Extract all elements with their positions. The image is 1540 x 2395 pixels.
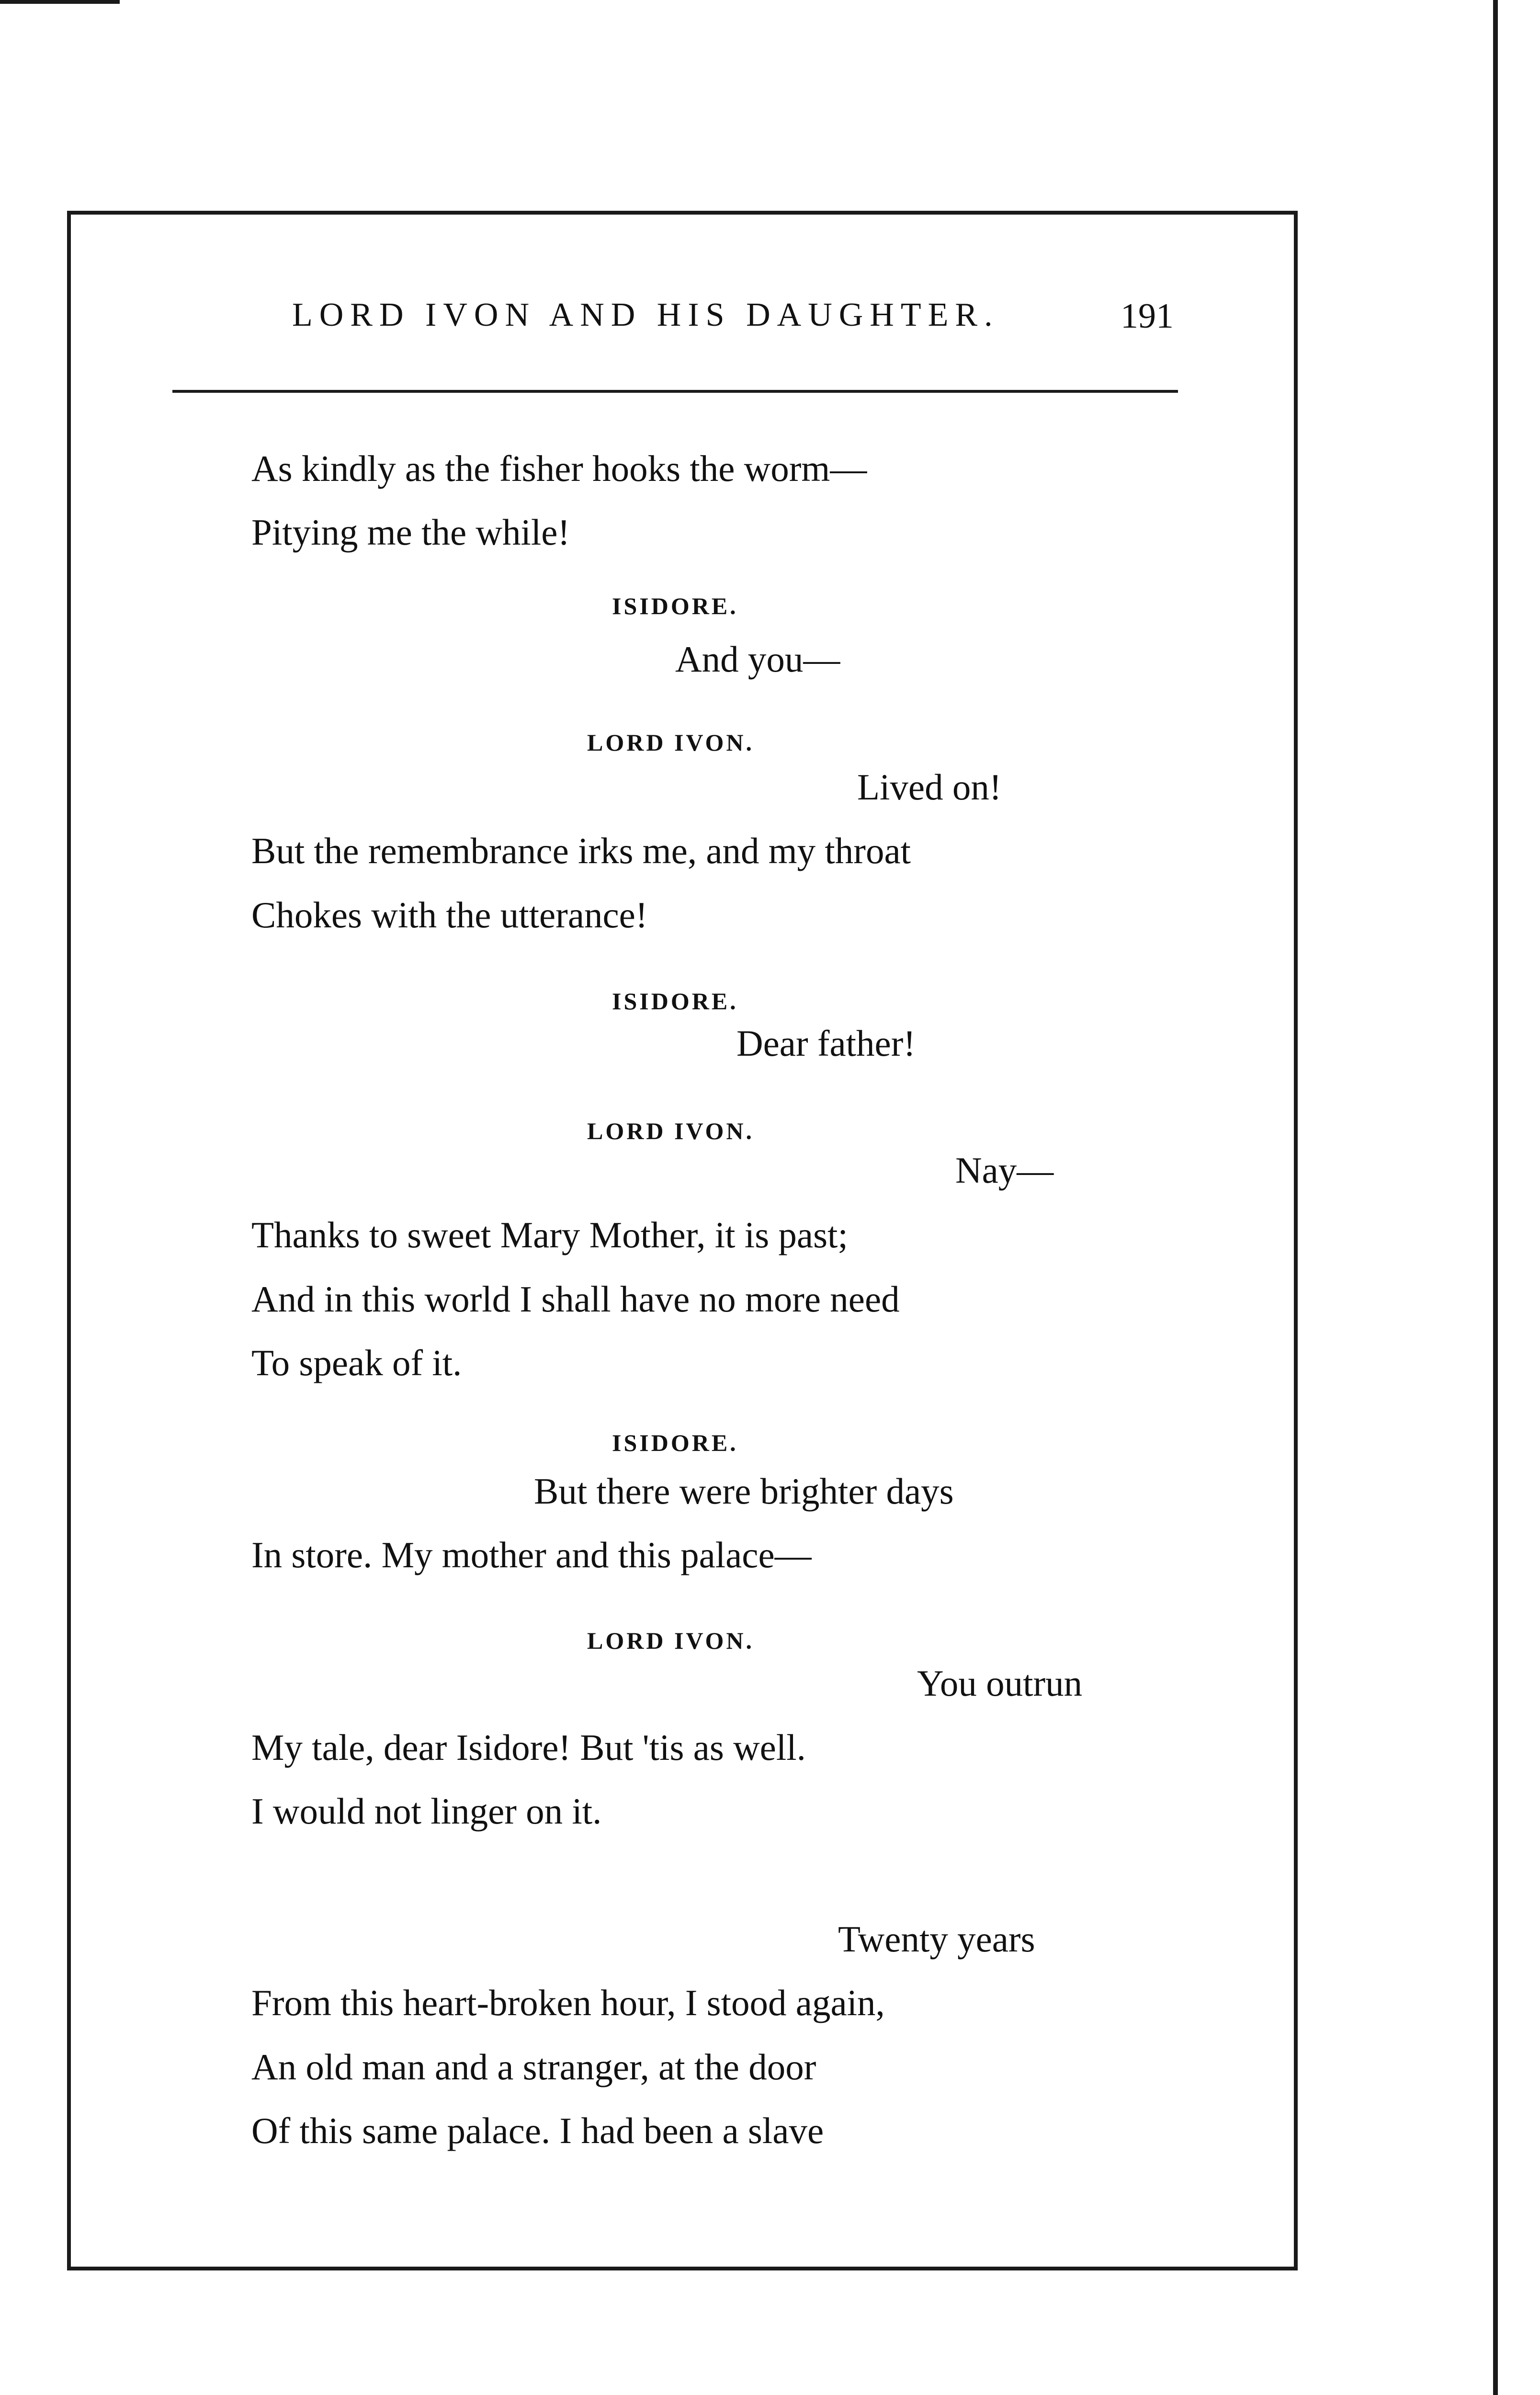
- verse-line: In store. My mother and this palace—: [251, 1534, 812, 1575]
- speaker-lord-ivon: LORD IVON.: [587, 729, 755, 756]
- verse-line: Nay—: [955, 1150, 1054, 1191]
- verse-line: Dear father!: [736, 1023, 916, 1064]
- verse-line: From this heart-broken hour, I stood again,: [251, 1982, 885, 2023]
- verse-line: Pitying me the while!: [251, 512, 570, 553]
- verse-line: Twenty years: [838, 1918, 1035, 1960]
- verse-line: I would not linger on it.: [251, 1791, 602, 1832]
- verse-line: Chokes with the utterance!: [251, 894, 648, 935]
- verse-line: And you—: [675, 639, 840, 680]
- verse-line: Thanks to sweet Mary Mother, it is past;: [251, 1214, 848, 1255]
- verse-line: But the remembrance irks me, and my throat: [251, 830, 911, 871]
- speaker-isidore: ISIDORE.: [612, 1429, 738, 1456]
- verse-line: As kindly as the fisher hooks the worm—: [251, 448, 867, 489]
- header-rule: [172, 390, 1178, 393]
- verse-line: An old man and a stranger, at the door: [251, 2046, 816, 2087]
- scan-edge-top: [0, 0, 120, 4]
- speaker-lord-ivon: LORD IVON.: [587, 1118, 755, 1144]
- verse-line: Lived on!: [857, 766, 1002, 808]
- verse-line: You outrun: [917, 1663, 1083, 1704]
- scan-edge-right: [1493, 0, 1498, 2395]
- verse-line: Of this same palace. I had been a slave: [251, 2110, 824, 2151]
- page-number: 191: [1121, 297, 1174, 336]
- verse-line: And in this world I shall have no more need: [251, 1278, 900, 1320]
- running-title: LORD IVON AND HIS DAUGHTER.: [292, 297, 999, 333]
- speaker-isidore: ISIDORE.: [612, 988, 738, 1015]
- verse-line: But there were brighter days: [534, 1471, 954, 1512]
- verse-line: To speak of it.: [251, 1342, 462, 1383]
- speaker-isidore: ISIDORE.: [612, 593, 738, 619]
- speaker-lord-ivon: LORD IVON.: [587, 1627, 755, 1654]
- verse-line: My tale, dear Isidore! But 'tis as well.: [251, 1727, 806, 1768]
